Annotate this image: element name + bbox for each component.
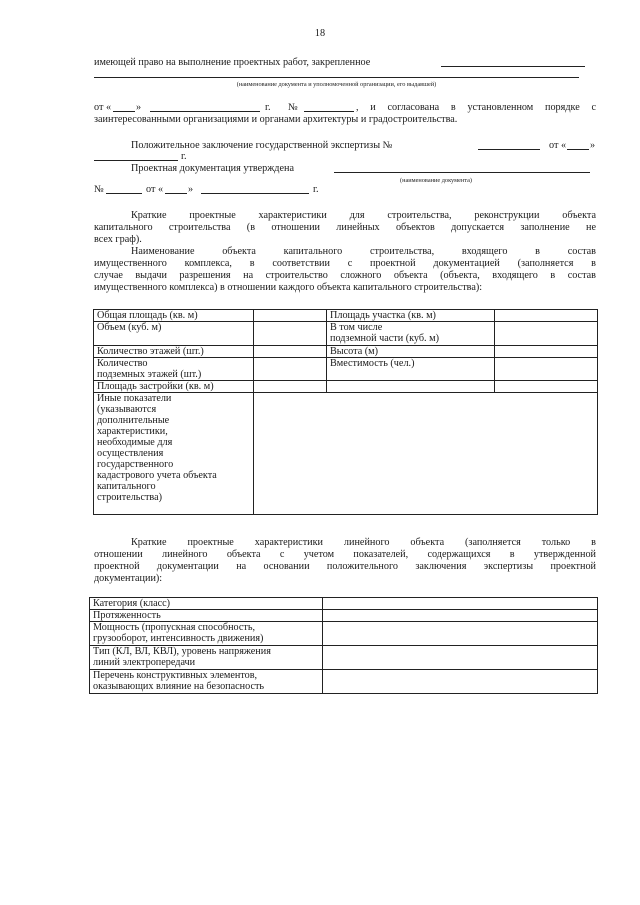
text-line: заинтересованными организациями и органами архитектуры и градостроительства. [94, 114, 458, 125]
text-line: » [136, 102, 142, 113]
fill-blank[interactable] [478, 149, 540, 150]
value-cell[interactable] [254, 393, 598, 515]
text-line: документации): [94, 573, 163, 584]
table-label [90, 622, 323, 646]
label-line: осуществления [97, 448, 164, 459]
table-label [90, 670, 323, 694]
label-line: линий электропередачи [93, 657, 196, 668]
object-characteristics-table [93, 309, 598, 515]
value-cell[interactable] [495, 346, 598, 358]
linear-object-table [89, 597, 598, 694]
text-line: Положительное заключение государственной экспертизы № [131, 140, 393, 151]
label-line: Мощность (пропускная способность, [93, 622, 256, 633]
text-line: г. [181, 151, 187, 162]
table-label: Общая площадь (кв. м) [94, 310, 254, 322]
table-label: Категория (класс) [90, 598, 323, 610]
label-line: строительства) [97, 492, 163, 503]
table-label: Объем (куб. м) [94, 322, 254, 346]
table-label: Вместимость (чел.) [327, 358, 495, 381]
label-line: Количество [97, 358, 148, 369]
value-cell[interactable] [254, 346, 327, 358]
fill-blank[interactable] [304, 111, 354, 112]
label-line: кадастрового учета объекта [97, 470, 217, 481]
text-line: от « [94, 102, 112, 113]
page-number: 18 [314, 28, 326, 39]
table-row [94, 358, 598, 381]
label-line: необходимые для [97, 437, 173, 448]
value-cell[interactable] [495, 310, 598, 322]
text-line: Проектная документация утверждена [131, 163, 294, 174]
label-line: характеристики, [97, 426, 168, 437]
table-label [94, 393, 254, 515]
text-line: Краткие проектные характеристики линейного объекта (заполняется только в [131, 537, 596, 548]
text-line: имеющей право на выполнение проектных работ, закрепленное [94, 57, 371, 68]
label-line: оказывающих влияние на безопасность [93, 681, 265, 692]
table-row [90, 646, 598, 670]
text-line: имущественного комплекса) в отношении каждого объекта капитального строительства): [94, 282, 483, 293]
table-row [90, 670, 598, 694]
table-row [94, 310, 598, 322]
table-label: Высота (м) [327, 346, 495, 358]
text-line: отношении линейного объекта с учетом показателей, содержащихся в утвержденной [94, 549, 596, 560]
text-line: » [188, 184, 194, 195]
text-line: от « [146, 184, 164, 195]
fill-blank[interactable] [334, 172, 590, 173]
fill-blank[interactable] [94, 160, 178, 161]
table-label [94, 358, 254, 381]
table-row [90, 598, 598, 610]
table-label: Количество этажей (шт.) [94, 346, 254, 358]
label-line: Тип (КЛ, ВЛ, КВЛ), уровень напряжения [93, 646, 271, 657]
text-line: имущественного комплекса, в соответствии с проектной документацией (заполняется в [94, 258, 596, 269]
label-line: В том числе [330, 322, 383, 333]
value-cell[interactable] [495, 358, 598, 381]
table-row [90, 610, 598, 622]
label-line: Перечень конструктивных элементов, [93, 670, 258, 681]
text-line: Краткие проектные характеристики для строительства, реконструкции объекта [131, 210, 596, 221]
text-line: от « [549, 140, 567, 151]
value-cell[interactable] [323, 610, 598, 622]
value-cell[interactable] [495, 322, 598, 346]
table-row [94, 346, 598, 358]
label-line: (указываются [97, 404, 157, 415]
field-caption: (наименование документа и уполномоченной организации, его выдавшей) [236, 81, 437, 88]
label-line: подземной части (куб. м) [330, 333, 439, 344]
value-cell[interactable] [323, 646, 598, 670]
label-line: грузооборот, интенсивность движения) [93, 633, 264, 644]
label-line: Иные показатели [97, 393, 172, 404]
fill-blank[interactable] [113, 111, 135, 112]
fill-blank[interactable] [165, 193, 187, 194]
value-cell[interactable] [327, 381, 495, 393]
label-line: дополнительные [97, 415, 170, 426]
text-line: капитального строительства (в отношении линейных объектов допускается заполнение не [94, 222, 596, 233]
text-line: № [288, 102, 298, 113]
table-label [327, 322, 495, 346]
table-label [90, 646, 323, 670]
text-line: , и согласована в установленном порядке с [356, 102, 596, 113]
label-line: капитального [97, 481, 156, 492]
text-line: № [94, 184, 104, 195]
value-cell[interactable] [323, 670, 598, 694]
value-cell[interactable] [254, 310, 327, 322]
fill-blank[interactable] [106, 193, 142, 194]
value-cell[interactable] [254, 322, 327, 346]
table-row [94, 322, 598, 346]
fill-blank[interactable] [94, 77, 579, 78]
table-label: Площадь участка (кв. м) [327, 310, 495, 322]
value-cell[interactable] [254, 381, 327, 393]
table-row [94, 393, 598, 515]
table-row [90, 622, 598, 646]
label-line: государственного [97, 459, 174, 470]
text-line: » [590, 140, 596, 151]
value-cell[interactable] [254, 358, 327, 381]
value-cell[interactable] [495, 381, 598, 393]
fill-blank[interactable] [201, 193, 309, 194]
label-line: подземных этажей (шт.) [97, 369, 202, 380]
text-line: случае выдачи разрешения на строительство сложного объекта (объекта, входящего в состав [94, 270, 596, 281]
field-caption: (наименование документа) [400, 177, 472, 184]
table-label: Площадь застройки (кв. м) [94, 381, 254, 393]
table-row [94, 381, 598, 393]
text-line: Наименование объекта капитального строительства, входящего в состав [131, 246, 596, 257]
fill-blank[interactable] [567, 149, 589, 150]
text-line: г. [265, 102, 271, 113]
text-line: всех граф). [94, 234, 142, 245]
text-line: г. [313, 184, 319, 195]
fill-blank[interactable] [441, 66, 585, 67]
text-line: проектной документации на основании положительного заключения экспертизы проектной [94, 561, 596, 572]
fill-blank[interactable] [150, 111, 260, 112]
table-label: Протяженность [90, 610, 323, 622]
value-cell[interactable] [323, 622, 598, 646]
value-cell[interactable] [323, 598, 598, 610]
